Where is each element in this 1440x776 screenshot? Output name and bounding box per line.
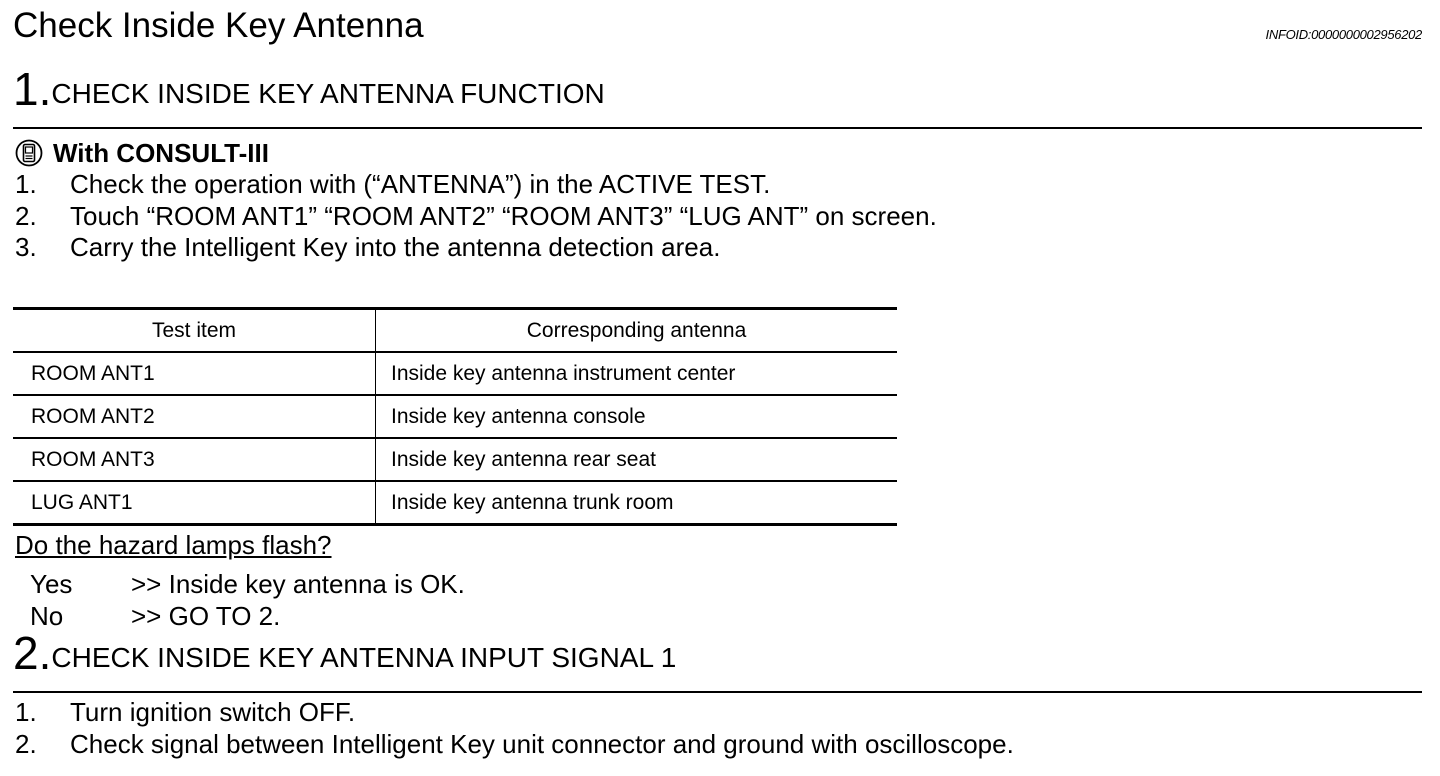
table-row (13, 438, 897, 481)
column-header-antenna: Corresponding antenna (376, 309, 898, 353)
check-question: Do the hazard lamps flash? (15, 530, 332, 560)
step-1-heading (13, 63, 605, 115)
instruction-item: 1. Check the operation with (“ANTENNA”) in the ACTIVE TEST. (15, 169, 771, 199)
antenna-table (13, 307, 897, 526)
test-item-cell: LUG ANT1 (13, 481, 376, 525)
step-1-heading-text: CHECK INSIDE KEY ANTENNA FUNCTION (51, 78, 605, 109)
step-1-number: 1. (13, 63, 52, 115)
step-2-instructions (15, 697, 1014, 760)
test-item-cell: ROOM ANT1 (13, 352, 376, 395)
step-2-heading-text: CHECK INSIDE KEY ANTENNA INPUT SIGNAL 1 (51, 642, 677, 673)
answer-list (30, 568, 465, 632)
answer-no: No >> GO TO 2. (30, 601, 281, 631)
antenna-cell: Inside key antenna instrument center (376, 352, 898, 395)
table-row (13, 395, 897, 438)
step-2-divider (13, 691, 1422, 693)
antenna-cell: Inside key antenna trunk room (376, 481, 898, 525)
column-header-test-item: Test item (13, 309, 376, 353)
instruction-item: 1. Turn ignition switch OFF. (15, 697, 356, 727)
test-item-cell: ROOM ANT3 (13, 438, 376, 481)
antenna-cell: Inside key antenna console (376, 395, 898, 438)
table-row (13, 352, 897, 395)
table-row (13, 481, 897, 525)
page-title: Check Inside Key Antenna (13, 6, 424, 45)
step-1-instructions (15, 169, 937, 264)
table-header-row (13, 309, 897, 353)
consult-tool-icon (15, 139, 43, 167)
test-item-cell: ROOM ANT2 (13, 395, 376, 438)
step-2-heading (13, 627, 677, 679)
info-id: INFOID:0000000002956202 (1265, 27, 1422, 42)
instruction-item: 3. Carry the Intelligent Key into the antenna detection area. (15, 232, 721, 262)
consult-section-label (15, 137, 269, 169)
step-2-number: 2. (13, 627, 52, 679)
answer-yes: Yes >> Inside key antenna is OK. (30, 569, 465, 599)
instruction-item: 2. Check signal between Intelligent Key unit connector and ground with oscilloscope. (15, 728, 1014, 759)
instruction-item: 2. Touch “ROOM ANT1” “ROOM ANT2” “ROOM ANT3” “LUG ANT” on screen. (15, 200, 937, 231)
antenna-cell: Inside key antenna rear seat (376, 438, 898, 481)
consult-label: With CONSULT-III (53, 138, 269, 168)
step-1-divider (13, 127, 1422, 129)
